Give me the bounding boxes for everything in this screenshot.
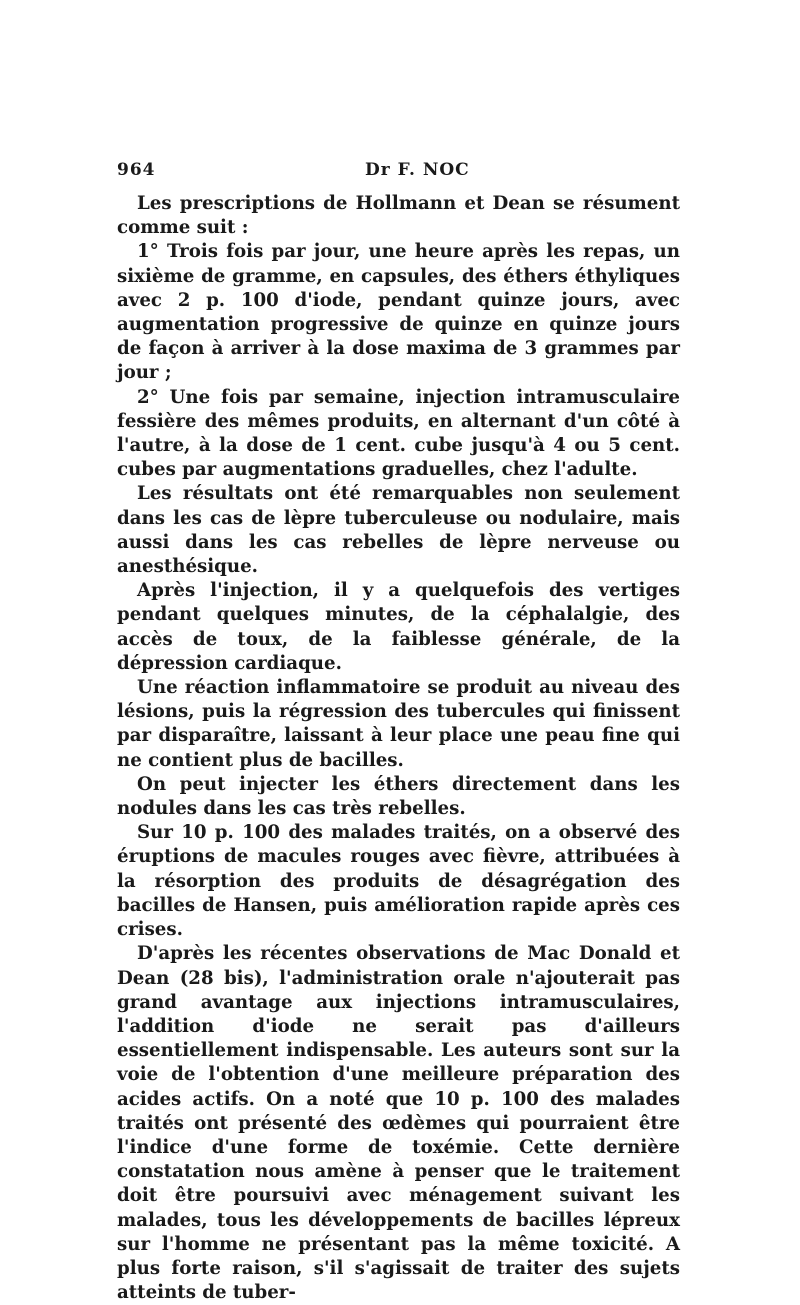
paragraph-observations: D'après les récentes observations de Mac Donald et Dean (28 bis), l'administration orale n'ajouterait pas grand avantage aux injections intramusculaires, l'addition d'iode ne serait pas d'ailleurs essentiellement indispensable. Les auteurs sont sur la voie de l'obtention d'une meilleure préparation des acides actifs. On a noté que 10 p. 100 des malades traités ont présenté des œdèmes qui pourraient être l'indice d'une forme de toxémie. Cette dernière constatation nous amène à penser que le traitement doit être poursuivi avec ménagement suivant les malades, tous les développements de bacilles lépreux sur l'homme ne présentant pas la même toxicité. A plus forte raison, s'il s'agissait de traiter des sujets atteints de tuber- <box>117 943 680 1304</box>
paragraph-injection: 2° Une fois par semaine, injection intramusculaire fessière des mêmes produits, en alternant d'un côté à l'autre, à la dose de 1 cent. cube jusqu'à 4 ou 5 cent. cubes par augmentations graduelles, chez l'adulte. <box>117 386 680 481</box>
running-head-author: Dr F. NOC <box>365 160 470 180</box>
paragraph-nodules: On peut injecter les éthers directement dans les nodules dans les cas très rebelles. <box>117 773 680 820</box>
paragraph-side-effects: Après l'injection, il y a quelquefois des vertiges pendant quelques minutes, de la céphalalgie, des accès de toux, de la faiblesse générale, de la dépression cardiaque. <box>117 580 680 674</box>
paragraph-intro: Les prescriptions de Hollmann et Dean se résument comme suit : <box>117 193 680 239</box>
paragraph-reaction: Une réaction inflammatoire se produit au niveau des lésions, puis la régression des tubercules qui finissent par disparaître, laissant à leur place une peau fine qui ne contient plus de bacilles. <box>117 677 680 771</box>
body-text <box>117 192 680 1305</box>
page-header <box>117 160 680 186</box>
page-number: 964 <box>117 160 156 180</box>
paragraph-results: Les résultats ont été remarquables non seulement dans les cas de lèpre tuberculeuse ou nodulaire, mais aussi dans les cas rebelles de lèpre nerveuse ou anesthésique. <box>117 483 680 578</box>
paragraph-eruptions: Sur 10 p. 100 des malades traités, on a observé des éruptions de macules rouges avec fièvre, attribuées à la résorption des produits de désagrégation des bacilles de Hansen, puis amélioration rapide après ces crises. <box>117 822 680 941</box>
paragraph-oral-dosage: 1° Trois fois par jour, une heure après les repas, un sixième de gramme, en capsules, des éthers éthyliques avec 2 p. 100 d'iode, pendant quinze jours, avec augmentation progressive de quinze en quinze jours de façon à arriver à la dose maxima de 3 grammes par jour ; <box>117 241 680 384</box>
